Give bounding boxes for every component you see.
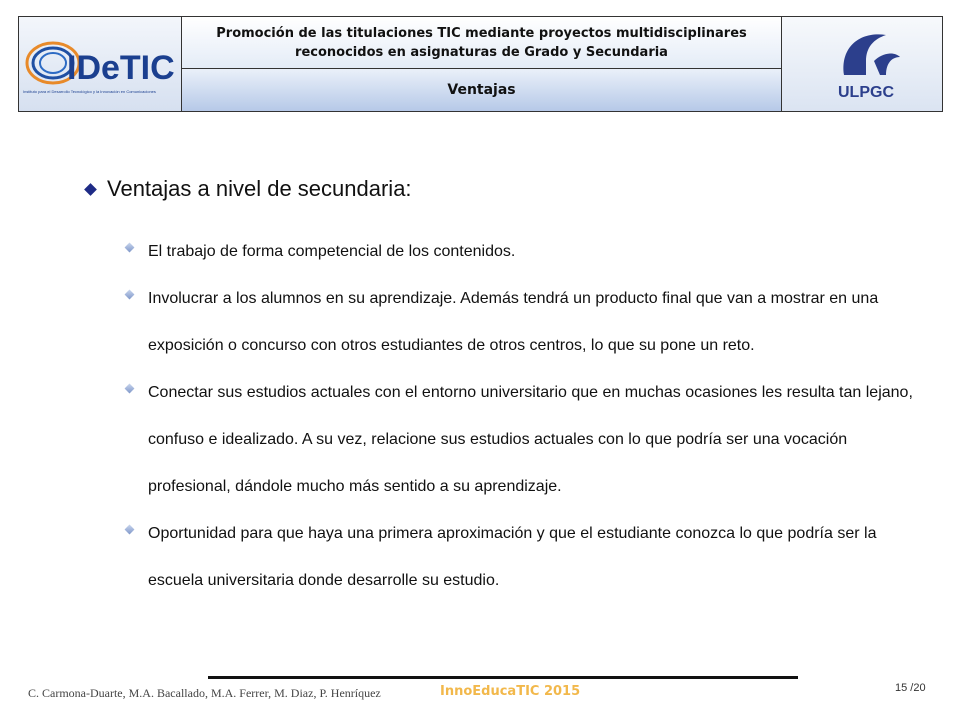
sub-bullet-icon — [125, 290, 135, 300]
sub-bullet-text: Conectar sus estudios actuales con el entorno universitario que en muchas ocasiones les resulta tan lejano, confuso e idealizado. A su vez, relacione sus estudios actuales con lo que podría ser una vocación profesional, dándole mucho más sentido a su aprendizaje. — [148, 384, 913, 495]
ulpgc-logo-text: ULPGC — [838, 84, 894, 101]
presentation-title: Promoción de las titulaciones TIC mediante proyectos multidisciplinares reconocidos en asignaturas de Grado y Secundaria — [182, 17, 781, 69]
sub-bullet-list — [124, 228, 924, 604]
footer-divider — [208, 676, 798, 679]
sub-bullet-icon — [125, 243, 135, 253]
title-cell — [182, 17, 782, 111]
main-bullet — [82, 176, 412, 202]
section-title: Ventajas — [182, 69, 781, 111]
list-item — [124, 369, 924, 510]
sub-bullet-icon — [125, 525, 135, 535]
diamond-bullet-icon — [84, 183, 97, 196]
footer-conference: InnoEducaTIC 2015 — [440, 684, 581, 699]
sub-bullet-icon — [125, 384, 135, 394]
idetic-logo-tagline: Instituto para el Desarrollo Tecnológico y la Innovación en Comunicaciones — [23, 89, 156, 94]
list-item — [124, 510, 924, 604]
sub-bullet-text: Involucrar a los alumnos en su aprendizaje. Además tendrá un producto final que van a mostrar en una exposición o concurso con otros estudiantes de otros centros, lo que su pone un reto. — [148, 290, 879, 354]
ulpgc-logo — [782, 17, 942, 111]
page-number: 15 /20 — [895, 682, 926, 694]
list-item — [124, 228, 924, 275]
idetic-logo-text: IDeTIC — [67, 49, 175, 87]
idetic-logo — [19, 17, 182, 111]
sub-bullet-text: Oportunidad para que haya una primera aproximación y que el estudiante conozca lo que podría ser la escuela universitaria donde desarrolle su estudio. — [148, 525, 877, 589]
main-bullet-text: Ventajas a nivel de secundaria: — [107, 176, 412, 201]
footer-authors: C. Carmona-Duarte, M.A. Bacallado, M.A. Ferrer, M. Diaz, P. Henríquez — [28, 686, 381, 700]
slide-header — [18, 16, 943, 112]
list-item — [124, 275, 924, 369]
sub-bullet-text: El trabajo de forma competencial de los contenidos. — [148, 243, 516, 260]
